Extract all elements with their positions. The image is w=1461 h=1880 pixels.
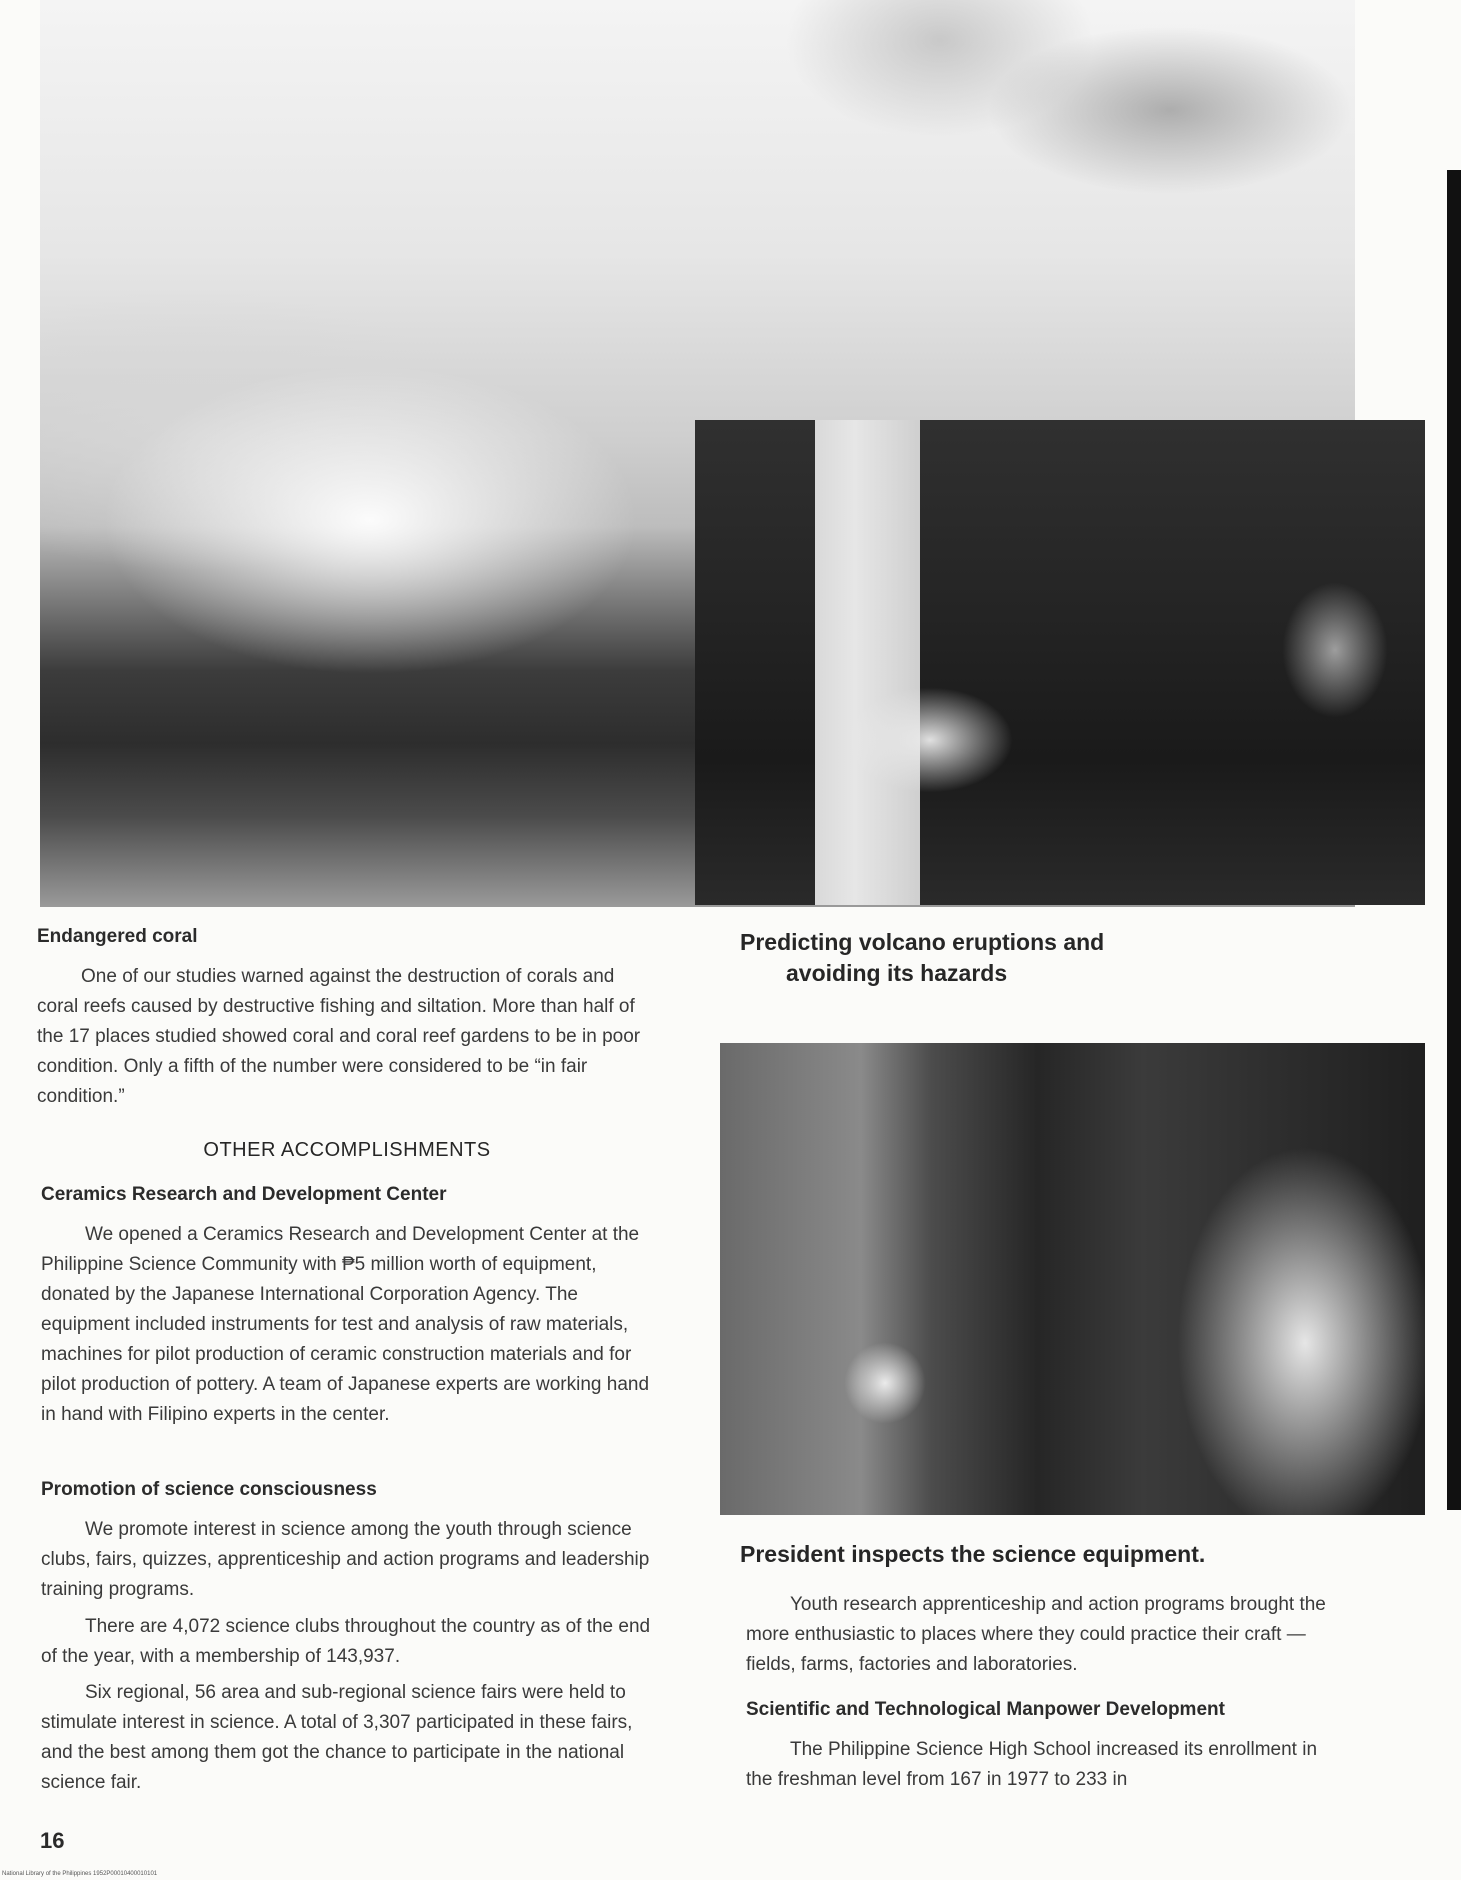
promotion-paragraph-2: There are 4,072 science clubs throughout the country as of the end of the year, with a membership of 143,937. bbox=[41, 1616, 651, 1667]
youth-programs-paragraph: Youth research apprenticeship and action programs brought the more enthusiastic to places where they could practice their craft — fields, farms, factories and laboratories. bbox=[746, 1594, 1326, 1675]
president-inspecting-equipment-photo bbox=[720, 1043, 1425, 1515]
page-number: 16 bbox=[40, 1828, 65, 1853]
section-heading-ceramics: Ceramics Research and Development Center bbox=[41, 1184, 447, 1205]
footer-note: National Library of the Philippines 1952P00010400010101 bbox=[2, 1871, 158, 1877]
promotion-paragraph-1: We promote interest in science among the youth through science clubs, fairs, quizzes, apprenticeship and action programs and leadership training programs. bbox=[41, 1519, 650, 1600]
volcano-caption-line-1: Predicting volcano eruptions and bbox=[740, 929, 1105, 955]
other-accomplishments-heading: OTHER ACCOMPLISHMENTS bbox=[203, 1139, 491, 1161]
ceramics-paragraph: We opened a Ceramics Research and Development Center at the Philippine Science Community with ₱5 million worth of equipment, donated by the Japanese International Corporation Agency. The equipment included instruments for test and analysis of raw materials, machines for pilot production of ceramic construction materials and for pilot production of pottery. A team of Japanese experts are working hand in hand with Filipino experts in the center. bbox=[41, 1224, 650, 1425]
section-heading-manpower: Scientific and Technological Manpower Development bbox=[746, 1699, 1225, 1720]
manpower-paragraph: The Philippine Science High School increased its enrollment in the freshman level from 167 in 1977 to 233 in bbox=[746, 1739, 1318, 1790]
section-heading-promotion: Promotion of science consciousness bbox=[41, 1479, 377, 1500]
left-margin bbox=[0, 0, 40, 907]
promotion-paragraph-3: Six regional, 56 area and sub-regional science fairs were held to stimulate interest in science. A total of 3,307 participated in these fairs, and the best among them got the chance to participate in the national science fair. bbox=[41, 1682, 633, 1793]
section-heading-coral: Endangered coral bbox=[37, 926, 198, 947]
page-spine bbox=[1447, 170, 1461, 1510]
president-photo-caption: President inspects the science equipment. bbox=[740, 1541, 1206, 1567]
volcano-caption-line-2: avoiding its hazards bbox=[786, 960, 1008, 986]
evacuation-photo bbox=[695, 420, 1425, 905]
volcano-photo-caption bbox=[740, 927, 1260, 989]
coral-paragraph: One of our studies warned against the destruction of corals and coral reefs caused by destructive fishing and siltation. More than half of the 17 places studied showed coral and coral reef gardens to be in poor condition. Only a fifth of the number were considered to be “in fair condition.” bbox=[37, 966, 641, 1107]
